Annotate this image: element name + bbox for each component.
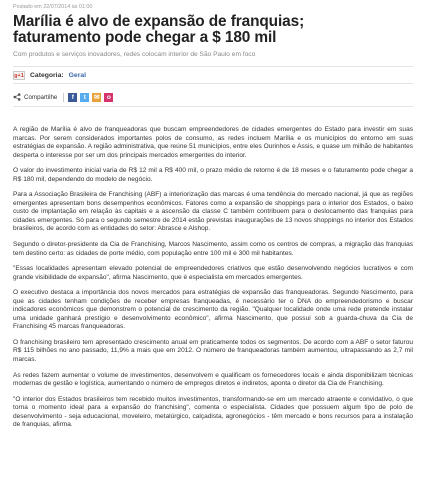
article-title-line-2: faturamento pode chegar a $ 180 mil [13,28,277,46]
orkut-share-icon[interactable]: o [104,93,113,102]
article-paragraph: A região de Marília é alvo de franqueadoras que buscam empreendedores de cidades emergentes do Estado para investir em suas marcas. Por serem considerados importantes polos de consumo, as redes incluem Marília e os municípios do entorno em suas estratégias de expansão. A região administrativa, que reúne 51 municípios, entre eles Ourinhos e Assis, e quase um milhão de habitantes desperta o interesse por ser um dos principais mercados emergentes do interior. [13,126,413,159]
twitter-share-icon[interactable]: t [80,93,89,102]
post-date: Postado em 22/07/2014 às 01:00 [13,4,93,10]
share-divider [63,93,64,102]
share-label: Compartilhe [24,93,58,101]
share-icon [13,93,21,101]
article-paragraph: Para a Associação Brasileira de Franchising (ABF) a interiorização das marcas é uma tendência do mercado nacional, já que as regiões emergentes apresentam bons desempenhos econômicos. Fatores como a expansão de shoppings para o interior dos Estados, o baixo custo de implantação em relação às capitais e a ascensão da classe C também contribuem para o deslocamento das franquias para cidades emergentes. Só para o segundo semestre de 2014 estão previstas inaugurações de 13 novos shoppings no interior dos Estados brasileiros, de acordo com as entidades do setor: Abrasce e Alshop. [13,191,413,233]
facebook-share-icon[interactable]: f [68,93,77,102]
article-paragraph: O franchising brasileiro tem apresentado crescimento anual em praticamente todos os segmentos. De acordo com a ABF o setor faturou R$ 115 bilhões no ano passado, 11,9% a mais que em 2012. O número de franqueadoras também aumentou, ultrapassando as 2,7 mil marcas. [13,338,413,364]
article-paragraph: "O interior dos Estados brasileiros tem recebido muitos investimentos, transformando-se em um mercado atraente e convidativo, o que torna o momento ideal para a expansão do franchising", comenta o especialista. Cidades que possuem algum tipo de polo de desenvolvimento - seja educacional, moveleiro, metalúrgico, calçadista, agronegócios - têm mercado e bons recursos para a instalação de franquias, afirma. [13,395,413,429]
share-bar [13,88,413,107]
article-body [13,126,413,430]
article-subtitle: Com produtos e serviços inovadores, redes colocam interior de São Paulo em foco [13,51,256,58]
article-paragraph: "Essas localidades apresentam elevado potencial de empreendedores criativos que estão desenvolvendo negócios lucrativos e com grande visibilidade de expansão", afirma Nascimento, que é especialista em mercados emergentes. [13,265,413,281]
category-label: Categoria: [30,71,64,79]
article-paragraph: O executivo destaca a importância dos novos mercados para estratégias de expansão das franqueadoras. Segundo Nascimento, para que as cidades tenham condições de receber empresas franqueadas, é necessário ter o DNA do empreendedorismo e buscar indicadores econômicos que demonstrem o potencial de crescimento da região. "Qualquer localidade onde uma rede pretende instalar uma unidade ganhará prestígio e desenvolvimento econômico", afirma Nascimento, que possui sob a guarda-chuva da Cia de Franchising 45 marcas franqueadoras. [13,289,413,331]
article-title-line-1: Marília é alvo de expansão de franquias; [13,13,305,30]
article-paragraph: O valor do investimento inicial varia de R$ 12 mil a R$ 400 mil, o prazo médio de retorno é de 18 meses e o faturamento pode chegar a R$ 180 mil, dependendo do modelo de negócio. [13,167,413,183]
category-bar [13,66,413,84]
article-paragraph: Segundo o diretor-presidente da Cia de Franchising, Marcos Nascimento, assim como os centros de compras, a migração das franquias tem destino certo: as cidades de porte médio, com população entre 100 mil e 300 mil habitantes. [13,241,413,257]
category-link-geral[interactable]: Geral [68,71,87,79]
article-paragraph: As redes fazem aumentar o volume de investimentos, desenvolvem e qualificam os fornecedores locais e ainda disponibilizam técnicas modernas de gestão e logística, aumentando o número de empregos diretos e indiretos, aponta o diretor da Cia de Franchising. [13,371,413,388]
email-share-icon[interactable]: ✉ [94,93,100,101]
article-title [13,14,413,45]
google-plus-one-button[interactable]: g+1 [14,72,24,79]
